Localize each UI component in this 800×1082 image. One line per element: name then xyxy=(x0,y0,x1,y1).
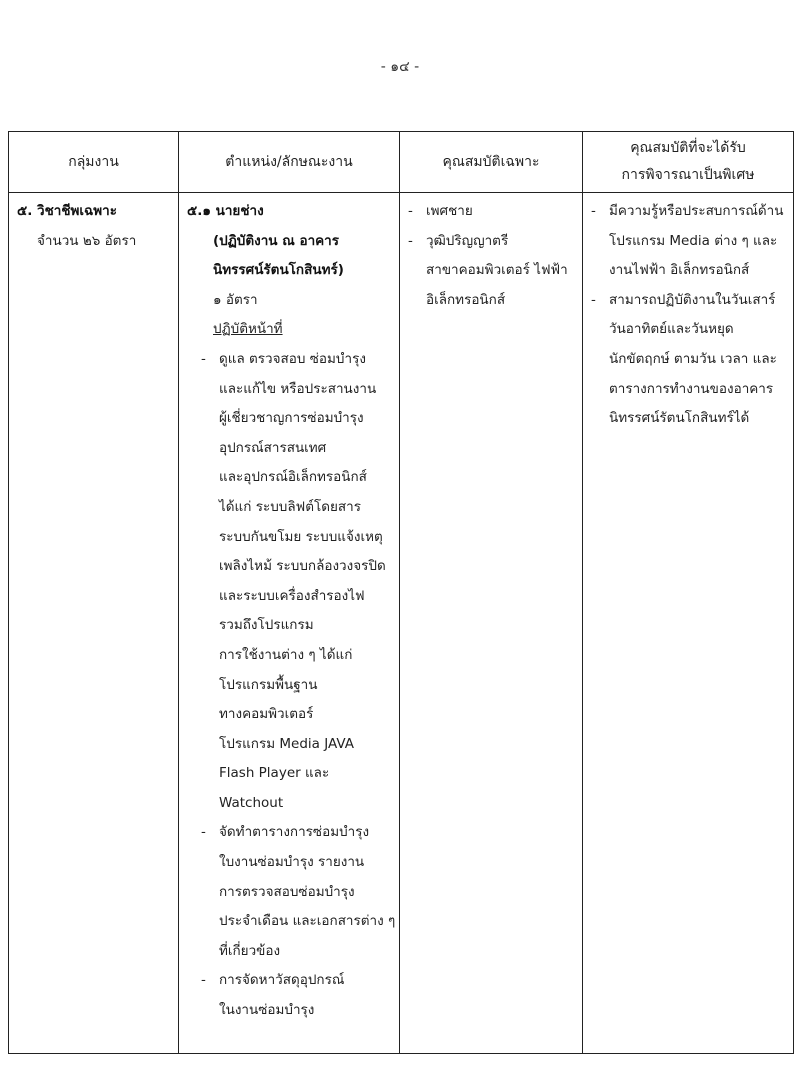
header-line: ตำแหน่ง/ลักษณะงาน xyxy=(225,153,353,170)
consideration-line: งานไฟฟ้า อิเล็กทรอนิกส์ xyxy=(609,262,750,279)
cell-position xyxy=(179,193,400,1054)
consideration-line: วันอาทิตย์และวันหยุด xyxy=(609,321,734,338)
duty-line: การตรวจสอบซ่อมบำรุง xyxy=(219,883,355,900)
consideration-item xyxy=(591,197,785,286)
duty-item xyxy=(187,345,391,819)
bullet-dash: - xyxy=(591,291,596,308)
duty-line: ในงานซ่อมบำรุง xyxy=(219,1002,315,1019)
consideration-line: โปรแกรม Media ต่าง ๆ และ xyxy=(609,232,778,249)
duty-item xyxy=(187,966,391,1025)
header-line: การพิจารณาเป็นพิเศษ xyxy=(621,167,755,183)
bullet-dash: - xyxy=(201,824,206,841)
duty-line: ดูแล ตรวจสอบ ซ่อมบำรุง xyxy=(219,350,366,367)
duty-line: เพลิงไหม้ ระบบกล้องวงจรปิด xyxy=(219,558,386,575)
cell-qualifications xyxy=(400,193,583,1054)
duty-line: Watchout xyxy=(219,794,284,811)
position-quota: ๑ อัตรา xyxy=(213,291,258,308)
duty-line: การจัดหาวัสดุอุปกรณ์ xyxy=(219,972,345,989)
group-title: ๕. วิชาชีพเฉพาะ xyxy=(17,203,117,219)
header-job-group xyxy=(9,132,179,193)
consideration-line: นักขัตฤกษ์ ตามวัน เวลา และ xyxy=(609,350,777,367)
header-line: คุณสมบัติที่จะได้รับ xyxy=(630,140,746,156)
duty-item xyxy=(187,818,396,966)
consideration-item xyxy=(591,286,785,434)
header-special-considerations xyxy=(583,132,794,193)
position-location-line: (ปฏิบัติงาน ณ อาคาร xyxy=(213,232,340,249)
duty-line: และระบบเครื่องสำรองไฟ xyxy=(219,587,365,604)
bullet-dash: - xyxy=(591,203,596,219)
duty-line: ที่เกี่ยวข้อง xyxy=(219,942,281,959)
qualification-line: วุฒิปริญญาตรี xyxy=(426,232,509,249)
job-positions-table xyxy=(8,131,794,1054)
qualification-line: สาขาคอมพิวเตอร์ ไฟฟ้า xyxy=(426,262,568,279)
duty-line: โปรแกรม Media JAVA xyxy=(219,735,354,752)
duty-line: โปรแกรมพื้นฐาน xyxy=(219,676,318,693)
cell-special-considerations xyxy=(583,193,794,1054)
bullet-dash: - xyxy=(408,232,413,249)
duty-line: และอุปกรณ์อิเล็กทรอนิกส์ xyxy=(219,469,367,486)
table-row xyxy=(9,193,794,1054)
qualification-item xyxy=(408,227,574,316)
table-header-row xyxy=(9,132,794,193)
duty-line: ประจำเดือน และเอกสารต่าง ๆ xyxy=(219,913,396,930)
consideration-line: นิทรรศน์รัตนโกสินทร์ได้ xyxy=(609,410,750,427)
position-title: ๕.๑ นายช่าง xyxy=(187,203,264,219)
consideration-line: ตารางการทำงานของอาคาร xyxy=(609,380,774,397)
duty-line: ทางคอมพิวเตอร์ xyxy=(219,706,314,723)
duty-line: ผู้เชี่ยวชาญการซ่อมบำรุง xyxy=(219,410,364,427)
header-qualifications xyxy=(400,132,583,193)
bullet-dash: - xyxy=(408,203,413,219)
qualification-line: เพศชาย xyxy=(426,203,473,219)
consideration-line: สามารถปฏิบัติงานในวันเสาร์ xyxy=(609,291,776,308)
position-location-line: นิทรรศน์รัตนโกสินทร์) xyxy=(213,262,344,279)
header-line: กลุ่มงาน xyxy=(68,153,119,170)
duty-line: และแก้ไข หรือประสานงาน xyxy=(219,380,377,397)
qualification-line: อิเล็กทรอนิกส์ xyxy=(426,291,506,308)
header-position xyxy=(179,132,400,193)
duty-line: Flash Player และ xyxy=(219,765,330,782)
duties-heading: ปฏิบัติหน้าที่ xyxy=(213,321,283,338)
bullet-dash: - xyxy=(201,972,206,989)
group-count: จำนวน ๒๖ อัตรา xyxy=(37,232,137,249)
page-number: - ๑๔ - xyxy=(380,59,420,75)
duty-line: รวมถึงโปรแกรม xyxy=(219,617,314,634)
duty-line: ระบบกันขโมย ระบบแจ้งเหตุ xyxy=(219,528,383,545)
duty-line: จัดทำตารางการซ่อมบำรุง xyxy=(219,824,370,841)
duty-line: ใบงานซ่อมบำรุง รายงาน xyxy=(219,854,365,871)
duty-line: การใช้งานต่าง ๆ ได้แก่ xyxy=(219,646,353,663)
duty-line: ได้แก่ ระบบลิฟต์โดยสาร xyxy=(219,498,361,515)
header-line: คุณสมบัติเฉพาะ xyxy=(442,153,540,170)
duty-line: อุปกรณ์สารสนเทศ xyxy=(219,439,327,456)
bullet-dash: - xyxy=(201,350,206,367)
qualification-item xyxy=(408,197,574,227)
cell-job-group xyxy=(9,193,179,1054)
consideration-line: มีความรู้หรือประสบการณ์ด้าน xyxy=(609,203,784,219)
